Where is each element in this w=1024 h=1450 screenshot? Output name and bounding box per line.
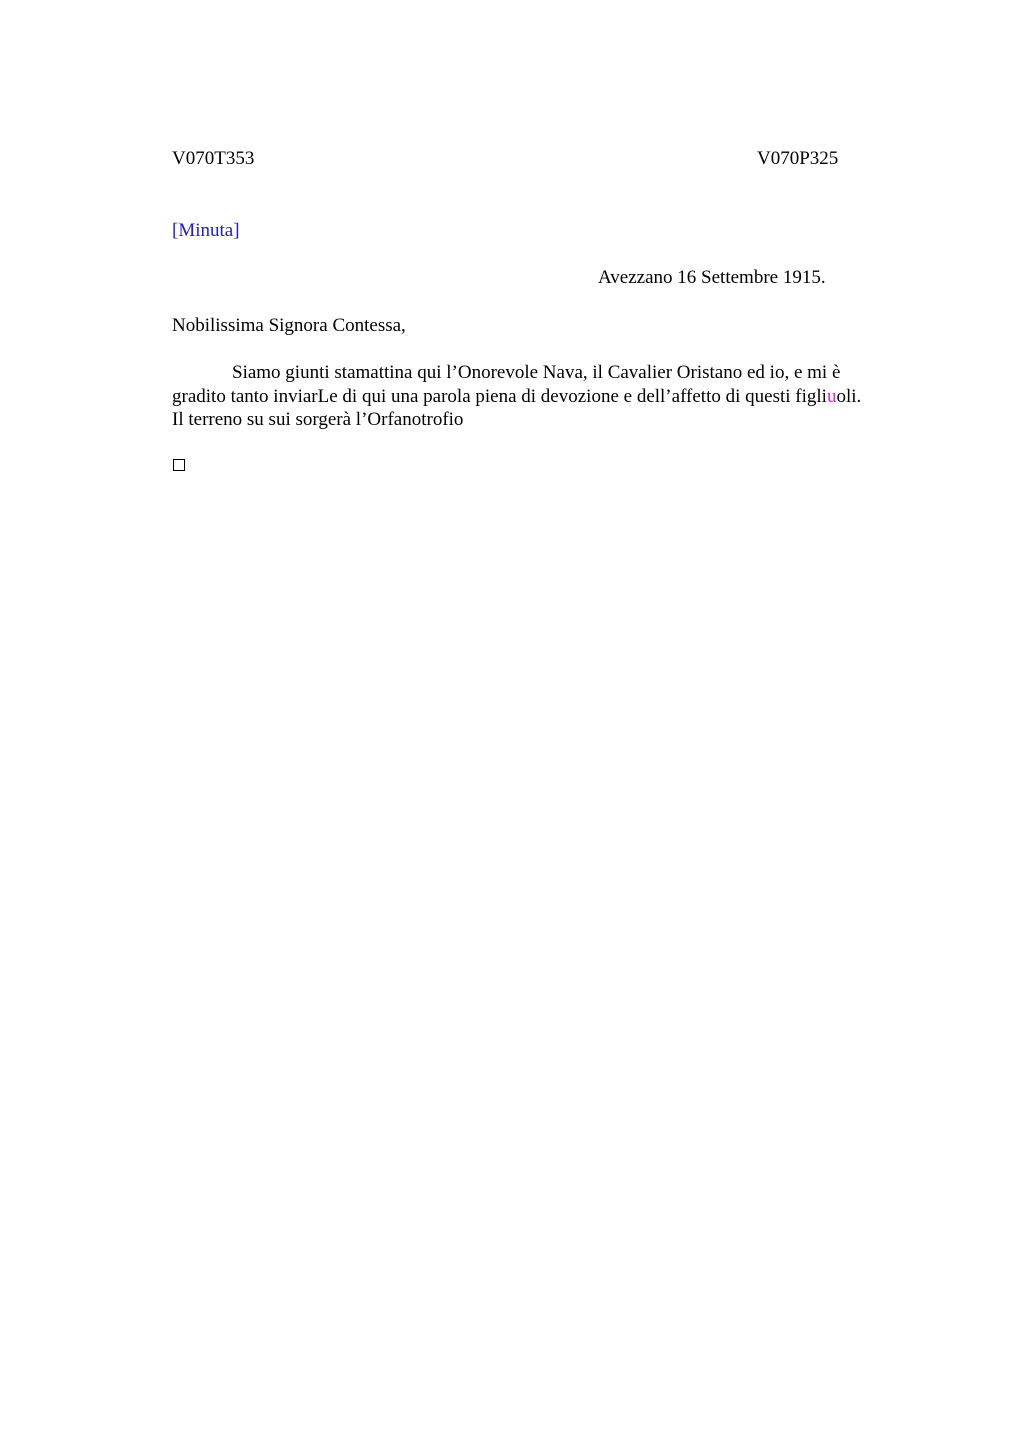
- document-code-left: V070T353: [172, 148, 255, 169]
- minuta-note: [Minuta]: [172, 220, 240, 241]
- body-line-2: [172, 385, 932, 409]
- document-code-right: V070P325: [757, 148, 839, 169]
- correction-mark: u: [826, 385, 837, 407]
- letter-salutation: Nobilissima Signora Contessa,: [172, 315, 406, 336]
- empty-box-icon: [173, 459, 185, 471]
- body-line-3: Il terreno su sui sorgerà l’Orfanotrofio: [172, 409, 464, 430]
- letter-dateline: Avezzano 16 Settembre 1915.: [598, 267, 826, 288]
- letter-body: [172, 361, 932, 432]
- body-line-2-start: gradito tanto inviarLe di qui una parola piena di devozione e dell’affetto di questi figli: [172, 385, 827, 407]
- body-line-2-end: oli.: [836, 385, 862, 407]
- body-line-1: Siamo giunti stamattina qui l’Onorevole Nava, il Cavalier Oristano ed io, e mi è: [232, 362, 841, 383]
